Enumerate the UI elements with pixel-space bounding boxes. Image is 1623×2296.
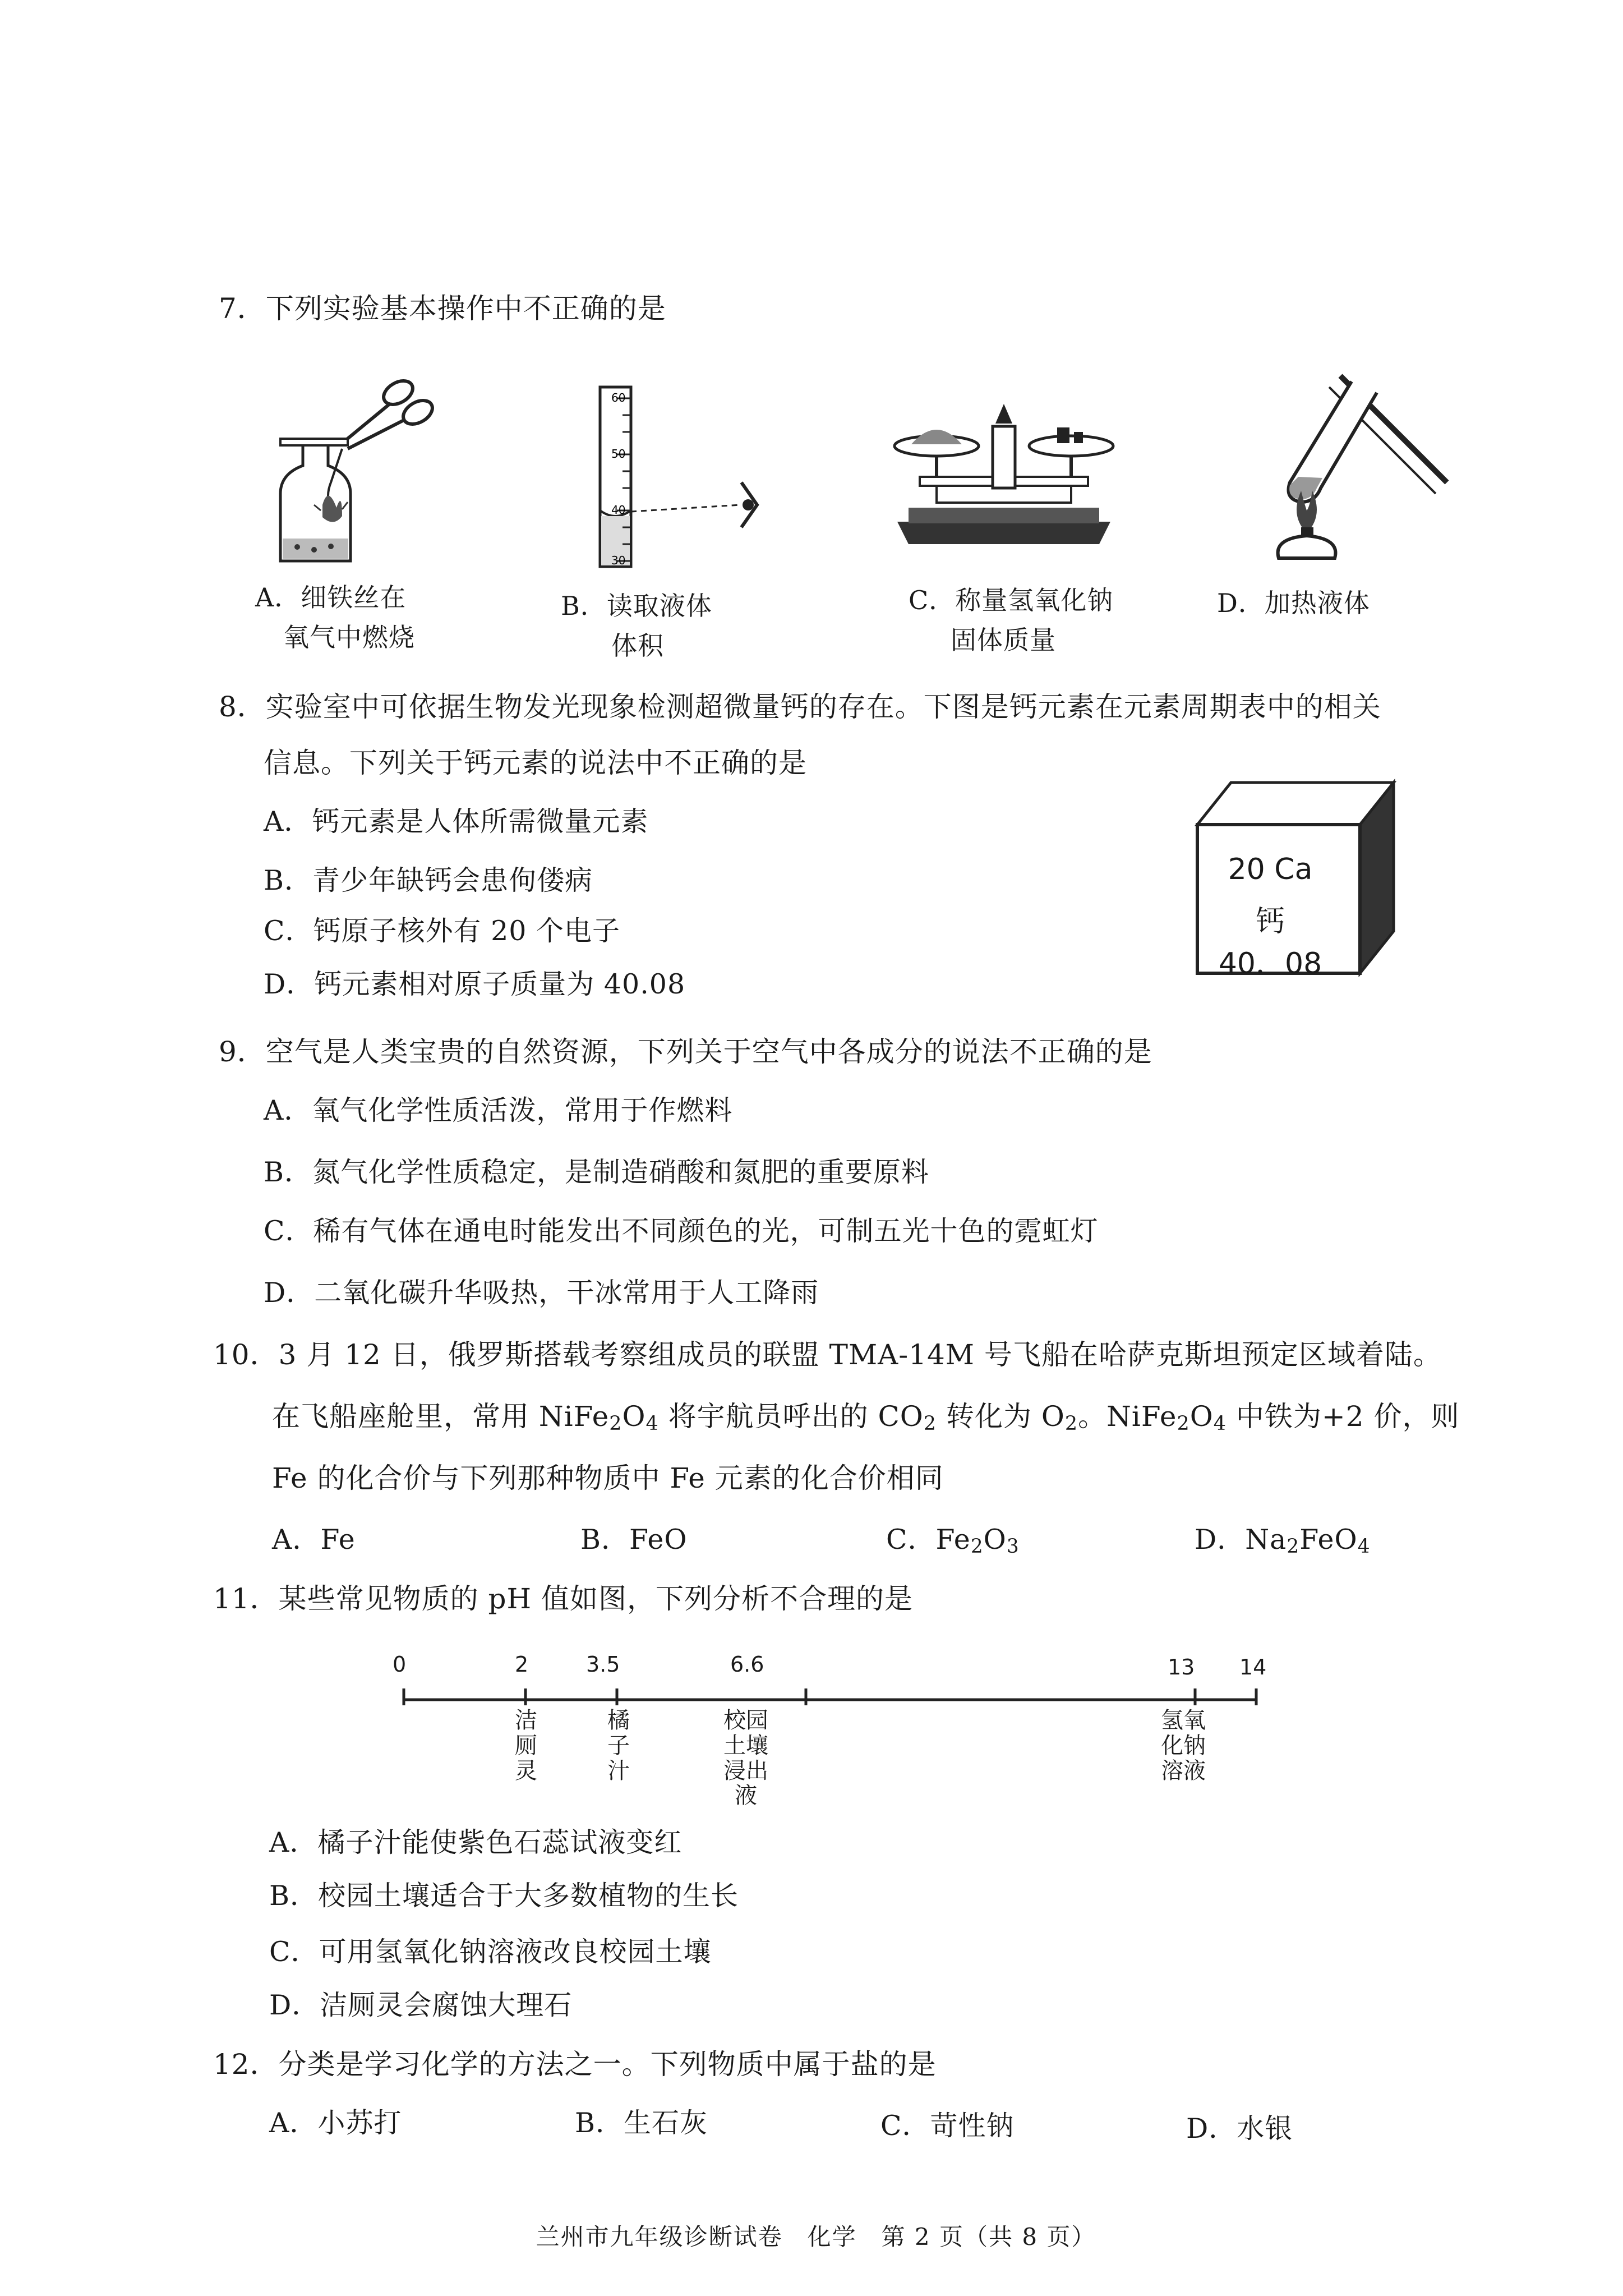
q10-option-d: D．$Na_2FeO_4$ [1195,1524,1371,1558]
ph-substance-naoh-solution: 氢氧化钠溶液 [1161,1708,1206,1784]
cylinder-tick-50: 50 [611,447,626,461]
q8-stem-line2: 信息。下列关于钙元素的说法中不正确的是 [264,747,807,779]
q8-option-c: C．钙原子核外有 20 个电子 [264,915,620,947]
q10-line2: 在飞船座舱里，常用 $NiFe_2O_4$ 将宇航员呼出的 $CO_2$ 转化为 $O_2$。$NiFe_2O_4$ 中铁为+2 价，则 [272,1400,1460,1435]
ph-substance-orange-juice: 橘子汁 [607,1708,630,1784]
q12-option-d: D．水银 [1186,2113,1293,2145]
q8-option-d: D．钙元素相对原子质量为 40.08 [264,968,686,1000]
cylinder-tick-60: 60 [611,391,626,404]
ph-substance-soil-extract: 校园土壤浸出液 [723,1708,768,1809]
q9-option-a: A．氧气化学性质活泼，常用于作燃料 [264,1094,733,1126]
q11-option-b: B．校园土壤适合于大多数植物的生长 [269,1880,739,1912]
ph-tick-14: 14 [1239,1655,1267,1680]
ph-tick-13: 13 [1168,1655,1195,1680]
cylinder-tick-40: 40 [611,503,626,517]
q12-stem: 12．分类是学习化学的方法之一。下列物质中属于盐的是 [213,2048,937,2081]
page-footer: 兰州市九年级诊断试卷 化学 第 2 页（共 8 页） [536,2223,1096,2251]
q11-option-d: D．洁厕灵会腐蚀大理石 [269,1989,573,2021]
q7-caption-d: D．加热液体 [1217,588,1370,618]
q9-stem: 9．空气是人类宝贵的自然资源，下列关于空气中各成分的说法不正确的是 [219,1036,1152,1068]
q11-option-c: C．可用氢氧化钠溶液改良校园土壤 [269,1936,712,1968]
q7-caption-a: A．细铁丝在 氧气中燃烧 [255,582,415,653]
q8-option-b: B．青少年缺钙会患佝偻病 [264,864,593,896]
figure-graduated-cylinder [594,387,774,572]
q12-option-b: B．生石灰 [575,2107,708,2139]
cylinder-tick-30: 30 [611,554,626,567]
q10-line1: 10．3 月 12 日，俄罗斯搭载考察组成员的联盟 TMA-14M 号飞船在哈萨克斯坦预定区域着陆。 [213,1338,1442,1371]
q12-option-a: A．小苏打 [269,2107,402,2139]
ph-substance-toilet-cleaner: 洁厕灵 [515,1708,537,1784]
figure-heating-test-tube [1245,370,1458,561]
q12-option-c: C．苛性钠 [880,2110,1015,2142]
q9-option-d: D．二氧化碳升华吸热，干冰常用于人工降雨 [264,1277,819,1309]
q10-option-c: C．$Fe_2O_3$ [886,1524,1020,1558]
q10-option-b: B．FeO [580,1524,688,1556]
q11-option-a: A．橘子汁能使紫色石蕊试液变红 [269,1826,683,1858]
figure-balance [886,393,1122,550]
q9-option-b: B．氮气化学性质稳定，是制造硝酸和氮肥的重要原料 [264,1156,930,1188]
q9-option-c: C．稀有气体在通电时能发出不同颜色的光，可制五光十色的霓虹灯 [264,1215,1099,1247]
element-number-symbol: 20 Ca [1228,853,1313,886]
element-name: 钙 [1255,905,1285,938]
q10-line3: Fe 的化合价与下列那种物质中 Fe 元素的化合价相同 [272,1462,944,1494]
q7-caption-b: B．读取液体 体积 [561,591,712,661]
figure-iron-wire-burning [258,370,443,578]
q7-stem: 7．下列实验基本操作中不正确的是 [219,292,666,325]
q8-option-a: A．钙元素是人体所需微量元素 [264,806,649,838]
q11-stem: 11．某些常见物质的 pH 值如图，下列分析不合理的是 [213,1582,914,1615]
q7-caption-c: C．称量氢氧化钠 固体质量 [909,585,1114,656]
ph-tick-0: 0 [393,1652,407,1677]
ph-tick-2: 2 [515,1652,529,1677]
ph-tick-6-6: 6.6 [730,1652,764,1677]
element-mass: 40．08 [1218,947,1322,981]
q10-option-a: A．Fe [272,1524,356,1556]
q8-stem-line1: 8．实验室中可依据生物发光现象检测超微量钙的存在。下图是钙元素在元素周期表中的相关 [219,691,1381,723]
ph-tick-3-5: 3.5 [586,1652,620,1677]
